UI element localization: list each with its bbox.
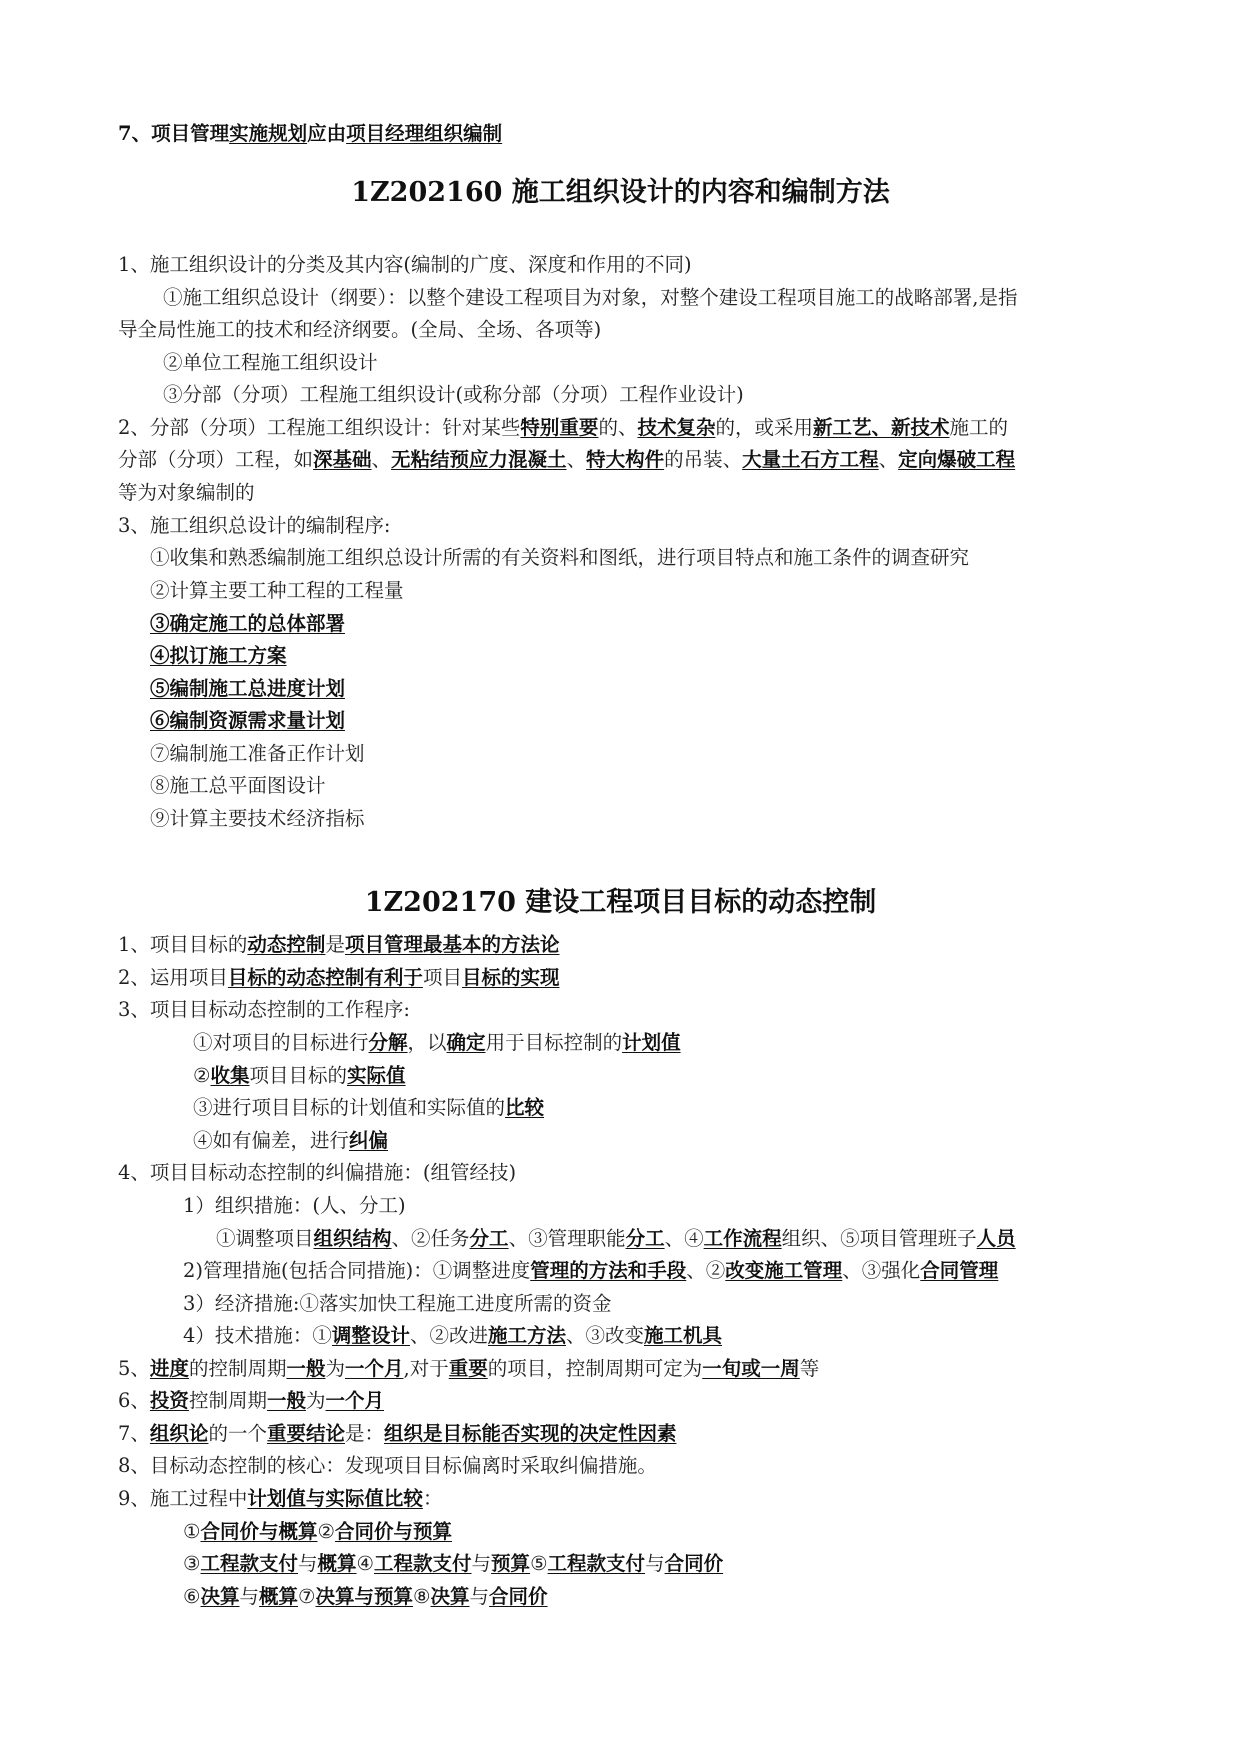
emphasized-term: 目标的动态控制有利于 [227,966,423,989]
text-run: ④如有偏差，进行 [193,1129,350,1152]
emphasized-term: 工程款支付 [374,1552,472,1575]
emphasized-term: 进度 [149,1357,189,1380]
s1-item-3-2 [150,578,404,604]
s1-item-3-8 [150,773,326,799]
emphasized-term: 一般 [266,1389,306,1412]
emphasized-term: 合同管理 [920,1259,999,1282]
emphasized-term: 合同价 [664,1552,724,1575]
emphasized-term: 预算 [491,1552,531,1575]
emphasized-term: ④拟订施工方案 [150,644,287,667]
text-run: ① [183,1520,201,1543]
s2-item-4-4 [183,1323,722,1349]
text-run: 的一个 [208,1422,267,1445]
text-run: 5、 [118,1357,150,1380]
emphasized-term: 确定 [446,1031,486,1054]
text-run: 7、项目管理 [118,122,230,145]
emphasized-term: 一个月 [325,1389,384,1412]
text-run: 与 [645,1552,665,1575]
emphasized-term: 合同价与概算 [200,1520,318,1543]
emphasized-term: 合同价 [489,1585,548,1608]
text-run: ③进行项目目标的计划值和实际值的 [193,1096,506,1119]
text-run: ⑦编制施工准备正作计划 [150,742,365,765]
emphasized-term: 决算 [200,1585,240,1608]
text-run: 项目目标的 [249,1064,348,1087]
text-run: 2)管理措施(包括合同措施)：①调整进度 [183,1259,531,1282]
emphasized-term: 投资 [149,1389,189,1412]
emphasized-term: 工程款支付 [200,1552,298,1575]
text-run: 导全局性施工的技术和经济纲要。(全局、全场、各项等) [118,318,602,341]
text-run: 组织、⑤项目管理班子 [781,1227,977,1250]
emphasized-term: 一个月 [344,1357,404,1380]
emphasized-term: 分解 [368,1031,408,1054]
text-run: ⑦ [298,1585,316,1608]
text-run: 1、施工组织设计的分类及其内容(编制的广度、深度和作用的不同) [118,253,692,276]
text-run: 8、目标动态控制的核心：发现项目目标偏离时采取纠偏措施。 [118,1454,657,1477]
emphasized-term: 调整设计 [331,1324,410,1347]
s1-item-1 [118,252,692,278]
text-run: 2、分部（分项）工程施工组织设计：针对某些 [118,416,521,439]
emphasized-term: 实施规划 [229,122,308,145]
text-run: 是 [325,933,345,956]
heading-1z202170: 1Z202170 建设工程项目目标的动态控制 [364,887,877,918]
text-run: ，以 [407,1031,447,1054]
emphasized-term: 计划值 [622,1031,681,1054]
s2-item-4 [118,1160,516,1186]
s2-item-9-2 [183,1551,723,1577]
text-run: 施工的 [949,416,1009,439]
s2-item-6 [118,1388,384,1414]
text-run: 、②改进 [409,1324,488,1347]
text-run: 的，或采用 [715,416,813,439]
emphasized-term: 重要 [448,1357,488,1380]
emphasized-term: 改变施工管理 [725,1259,843,1282]
emphasized-term: 一旬或一周 [702,1357,800,1380]
text-run: 、 [566,448,587,471]
s1-item-3-1 [150,545,969,571]
emphasized-term: ⑥编制资源需求量计划 [150,709,346,732]
emphasized-term: 新工艺、新技术 [812,416,950,439]
text-run: ⑧ [413,1585,431,1608]
text-run: ⑧施工总平面图设计 [150,774,326,797]
s2-item-5 [118,1356,819,1382]
text-run: 4）技术措施：① [183,1324,332,1347]
text-run: 4、项目目标动态控制的纠偏措施：(组管经技) [118,1161,517,1184]
emphasized-term: 概算 [259,1585,299,1608]
text-run: ①施工组织总设计（纲要）：以整个建设工程项目为对象，对整个建设工程项目施工的战略部署,是指 [163,286,1018,309]
s2-item-4-1-detail [216,1226,1016,1252]
text-run: 是： [344,1422,384,1445]
emphasized-term: 动态控制 [247,933,326,956]
s1-item-1-a-cont [118,317,601,343]
heading-1z202160: 1Z202160 施工组织设计的内容和编制方法 [351,177,890,208]
s2-item-9-3 [183,1584,548,1610]
text-run: 7、 [118,1422,150,1445]
emphasized-term: 特大构件 [586,448,665,471]
text-run: 与 [298,1552,318,1575]
s2-item-2 [118,965,559,991]
text-run: ② [317,1520,335,1543]
text-run: 等为对象编制的 [118,481,255,504]
text-run: 1）组织措施：(人、分工) [183,1194,406,1217]
text-run: 1、项目目标的 [118,933,248,956]
text-run: ③分部（分项）工程施工组织设计(或称分部（分项）工程作业设计) [163,383,744,406]
text-run: ①收集和熟悉编制施工组织总设计所需的有关资料和图纸，进行项目特点和施工条件的调查研究 [150,546,970,569]
text-run: ②单位工程施工组织设计 [163,351,378,374]
emphasized-term: 计划值与实际值比较 [247,1487,423,1510]
emphasized-term: 重要结论 [266,1422,345,1445]
emphasized-term: 施工方法 [487,1324,566,1347]
s2-item-9 [118,1486,442,1512]
emphasized-term: 工作流程 [703,1227,782,1250]
text-run: ③ [183,1552,201,1575]
text-run: 、③改变 [565,1324,644,1347]
s1-item-3 [118,513,390,539]
s1-item-3-3 [150,611,345,637]
emphasized-term: 人员 [976,1227,1016,1250]
text-run: 项目 [422,966,462,989]
text-run: 、 [371,448,392,471]
text-run: ⑥ [183,1585,201,1608]
text-run: 的控制周期 [188,1357,287,1380]
text-run: 与 [471,1552,492,1575]
emphasized-term: 施工机具 [643,1324,722,1347]
emphasized-term: ⑤编制施工总进度计划 [150,677,346,700]
text-run: 用于目标控制的 [485,1031,623,1054]
text-run: 2、运用项目 [118,966,228,989]
emphasized-term: 无粘结预应力混凝土 [391,448,567,471]
text-run: ①对项目的目标进行 [193,1031,369,1054]
emphasized-term: 大量土石方工程 [742,448,879,471]
text-run: 分部（分项）工程，如 [118,448,314,471]
text-run: 应由 [307,122,347,145]
s2-item-4-1 [183,1193,406,1219]
text-run: 3、施工组织总设计的编制程序: [118,514,391,537]
item-7-plan [118,121,502,147]
s1-item-1-b [163,350,378,376]
emphasized-term: 项目经理组织编制 [346,122,503,145]
emphasized-term: 定向爆破工程 [898,448,1016,471]
text-run: ⑤ [530,1552,548,1575]
text-run: ： [422,1487,443,1510]
emphasized-term: 管理的方法和手段 [530,1259,687,1282]
emphasized-term: 实际值 [347,1064,406,1087]
emphasized-term: 技术复杂 [637,416,716,439]
s2-item-1 [118,932,559,958]
s1-item-3-5 [150,676,345,702]
text-run: 、③强化 [842,1259,921,1282]
text-run: ④ [356,1552,375,1575]
text-run: 为 [325,1357,345,1380]
text-run: 6、 [118,1389,150,1412]
text-run: ,对于 [403,1357,449,1380]
text-run: 3）经济措施:①落实加快工程施工进度所需的资金 [183,1292,612,1315]
s2-item-3-4 [193,1128,388,1154]
emphasized-term: 工程款支付 [547,1552,646,1575]
text-run: 、③管理职能 [508,1227,626,1250]
text-run: 控制周期 [188,1389,267,1412]
emphasized-term: 项目管理最基本的方法论 [344,933,560,956]
emphasized-term: 比较 [505,1096,545,1119]
emphasized-term: 概算 [317,1552,357,1575]
s1-item-2-cont-2 [118,480,255,506]
text-run: 9、施工过程中 [118,1487,248,1510]
s1-item-2-cont-1 [118,447,1015,473]
text-run: 与 [469,1585,490,1608]
s2-item-3-2 [193,1063,406,1089]
emphasized-term: 合同价与预算 [334,1520,452,1543]
text-run: ② [193,1064,211,1087]
s2-item-8 [118,1453,657,1479]
text-run: 的项目，控制周期可定为 [487,1357,703,1380]
s1-item-1-c [163,382,744,408]
text-run: 、 [878,448,899,471]
text-run: 、② [686,1259,726,1282]
text-run: 与 [239,1585,260,1608]
s2-item-4-2 [183,1258,998,1284]
text-run: 3、项目目标动态控制的工作程序: [118,998,410,1021]
text-run: 的吊装、 [664,448,743,471]
emphasized-term: ③确定施工的总体部署 [150,612,346,635]
emphasized-term: 深基础 [313,448,372,471]
text-run: 为 [305,1389,326,1412]
s1-item-3-7 [150,741,365,767]
s2-item-3 [118,997,410,1023]
s2-item-3-3 [193,1095,544,1121]
s2-item-3-1 [193,1030,681,1056]
emphasized-term: 特别重要 [520,416,599,439]
text-run: 、④ [664,1227,704,1250]
s1-item-3-4 [150,643,287,669]
emphasized-term: 收集 [210,1064,250,1087]
text-run: ⑨计算主要技术经济指标 [150,807,365,830]
emphasized-term: 分工 [625,1227,665,1250]
emphasized-term: 组织论 [149,1422,209,1445]
s1-item-1-a [163,285,1017,311]
text-run: 、②任务 [391,1227,470,1250]
text-run: 的、 [598,416,638,439]
emphasized-term: 分工 [469,1227,509,1250]
emphasized-term: 决算 [430,1585,470,1608]
text-run: ①调整项目 [216,1227,314,1250]
s1-item-3-9 [150,806,365,832]
emphasized-term: 组织结构 [313,1227,392,1250]
s2-item-7 [118,1421,677,1447]
text-run: ②计算主要工种工程的工程量 [150,579,404,602]
s2-item-9-1 [183,1519,452,1545]
s1-item-3-6 [150,708,345,734]
emphasized-term: 纠偏 [349,1129,389,1152]
emphasized-term: 目标的实现 [461,966,560,989]
text-run: 等 [799,1357,820,1380]
emphasized-term: 一般 [286,1357,326,1380]
emphasized-term: 组织是目标能否实现的决定性因素 [383,1422,677,1445]
s1-item-2 [118,415,1008,441]
s2-item-4-3 [183,1291,611,1317]
emphasized-term: 决算与预算 [315,1585,414,1608]
